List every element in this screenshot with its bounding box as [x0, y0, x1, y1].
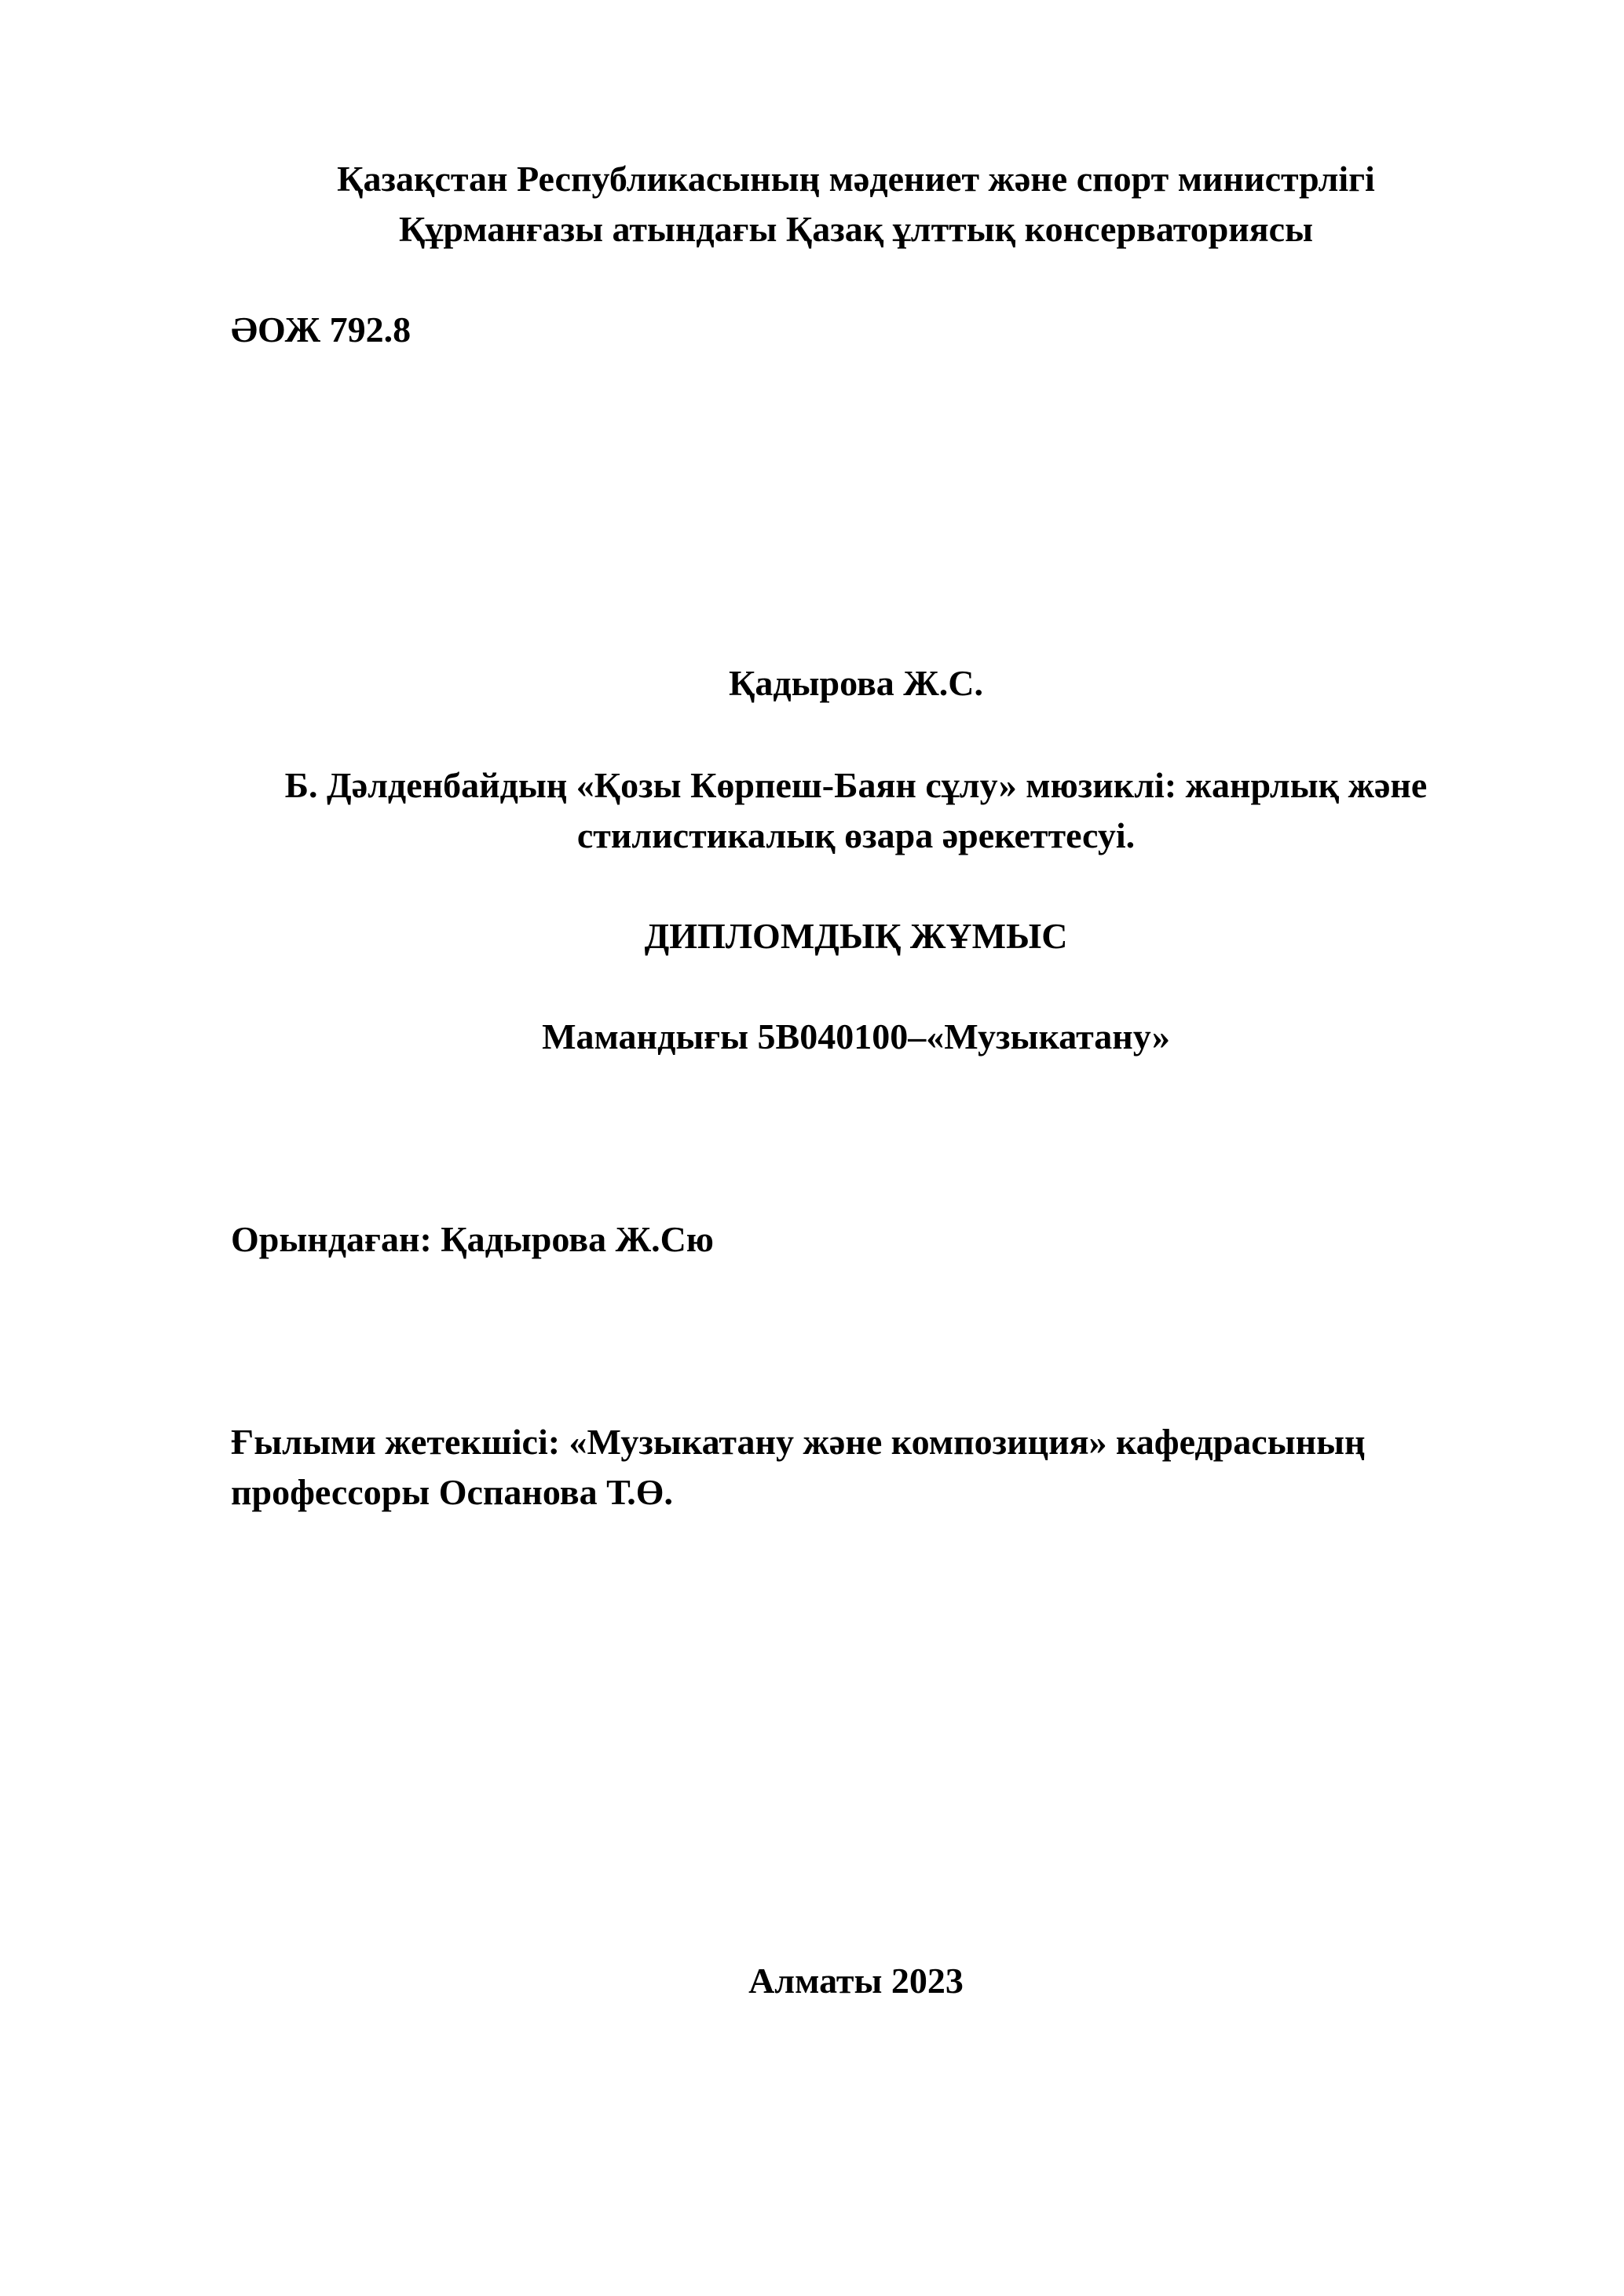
- institution-heading: Құрманғазы атындағы Қазақ ұлттық консерваториясы: [398, 209, 1314, 249]
- performer: Орындаған: Қадырова Ж.Сю: [231, 1219, 714, 1259]
- thesis-title-line-1: Б. Дәлденбайдың «Қозы Көрпеш-Баян сұлу» мюзиклі: жанрлық және: [284, 765, 1428, 805]
- supervisor-line-1: Ғылыми жетекшісі: «Музыкатану және композиция» кафедрасының: [231, 1422, 1366, 1462]
- work-type: ДИПЛОМДЫҚ ЖҰМЫС: [644, 916, 1068, 956]
- city-year: Алматы 2023: [748, 1961, 964, 2001]
- author-name: Қадырова Ж.С.: [728, 663, 984, 703]
- specialty: Мамандығы 5В040100–«Музыкатану»: [542, 1016, 1170, 1056]
- udc-code: ӘОЖ 792.8: [231, 309, 411, 350]
- ministry-heading: Қазақстан Республикасының мәдениет және спорт министрлігі: [337, 159, 1375, 199]
- supervisor-line-2: профессоры Оспанова Т.Ө.: [231, 1472, 673, 1512]
- thesis-title-line-2: стилистикалық өзара әрекеттесуі.: [576, 815, 1136, 855]
